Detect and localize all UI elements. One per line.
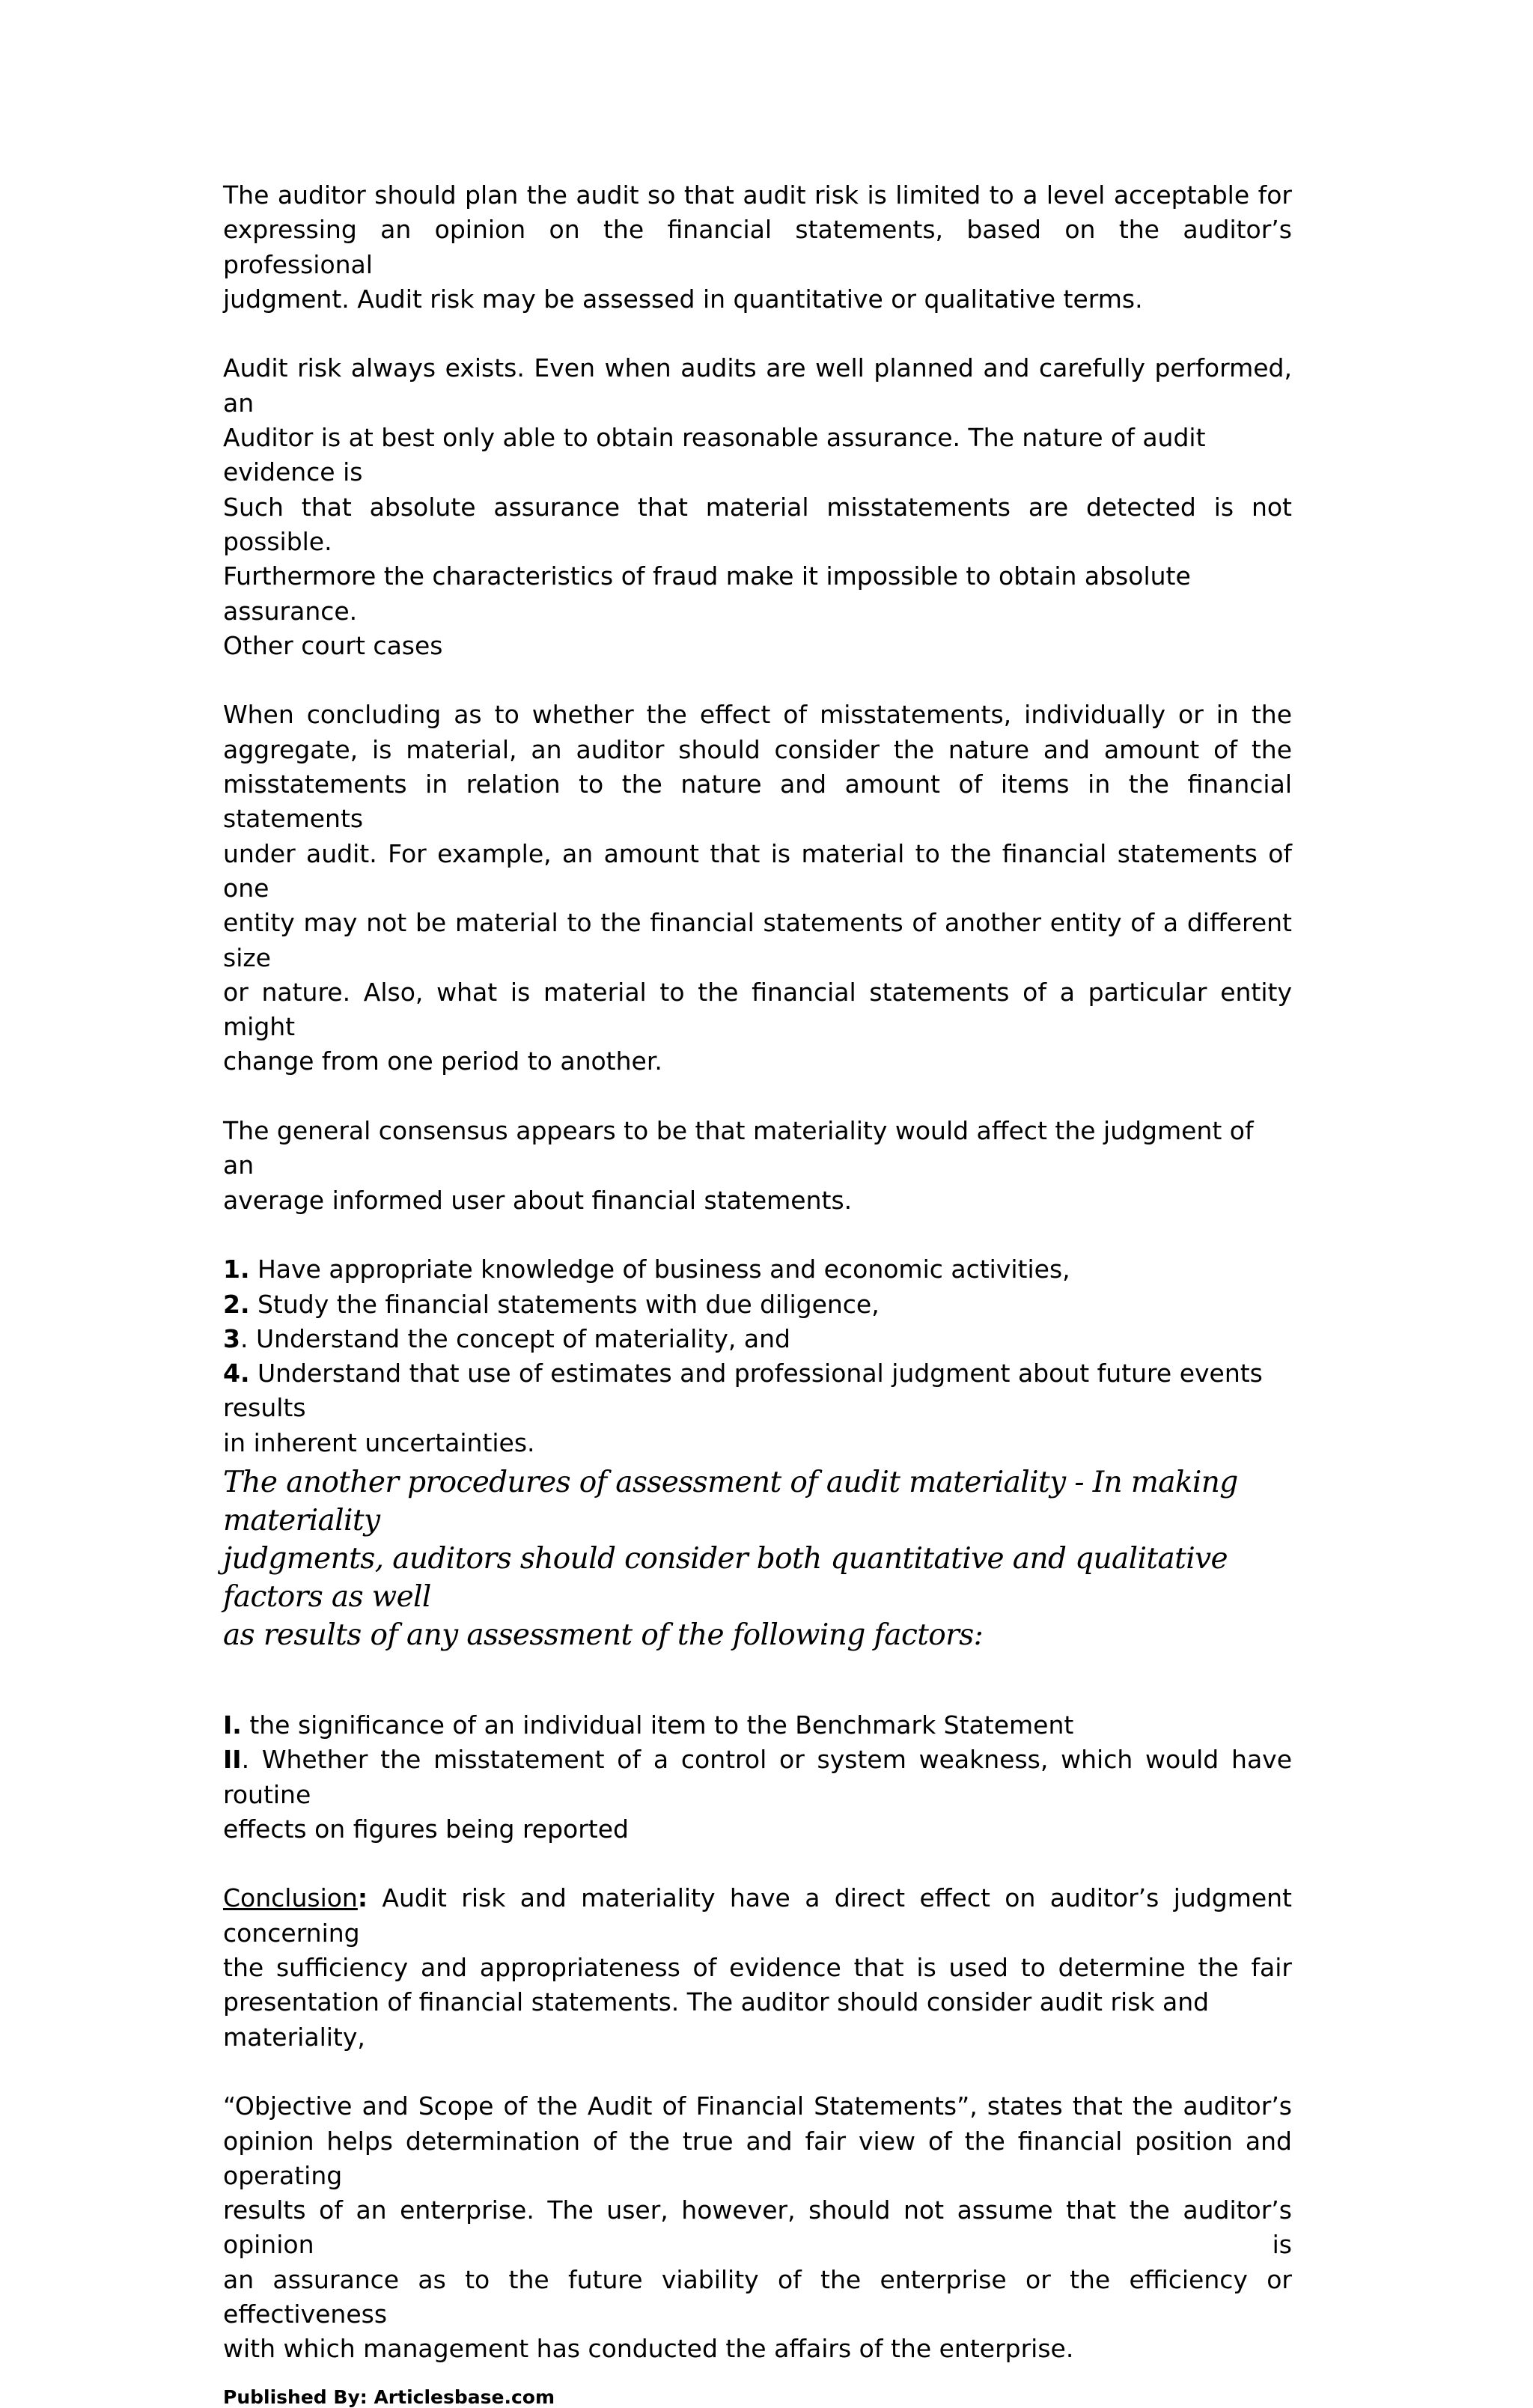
list-item [223, 1287, 1292, 1322]
list-item-continuation: effects on figures being reported [223, 1814, 629, 1844]
paragraph-audit-risk [223, 351, 1292, 663]
text-line: expressing an opinion on the financial statements, based on the auditor’s professional [223, 215, 1292, 279]
italic-line: The another procedures of assessment of audit materiality - In making materiality [223, 1465, 1238, 1537]
text-line: under audit. For example, an amount that is material to the financial statements of one [223, 838, 1292, 903]
list-text: . Understand the concept of materiality, and [240, 1323, 790, 1353]
list-number: II [223, 1745, 242, 1775]
text-line: presentation of financial statements. The auditor should consider audit risk and materiality, [223, 1987, 1210, 2052]
paragraph-materiality [223, 698, 1292, 1079]
text-line: Such that absolute assurance that material misstatements are detected is not possible. [223, 492, 1292, 556]
list-text: the significance of an individual item to the Benchmark Statement [241, 1710, 1074, 1740]
text-line [223, 1881, 1292, 1951]
list-item [223, 1322, 1292, 1356]
list-item [223, 1356, 1292, 1426]
list-number: 2. [223, 1289, 250, 1319]
list-number: I. [223, 1710, 242, 1740]
list-item-continuation: in inherent uncertainties. [223, 1427, 535, 1457]
text-line: When concluding as to whether the effect of misstatements, individually or in the [223, 700, 1292, 730]
list-number: 4. [223, 1359, 250, 1389]
list-text: Understand that use of estimates and professional judgment about future events results [223, 1359, 1263, 1423]
list-number: 3 [223, 1323, 240, 1353]
text-line: misstatements in relation to the nature and amount of items in the financial statements [223, 769, 1292, 834]
list-text: Study the financial statements with due diligence, [249, 1289, 880, 1319]
list-item [223, 1743, 1292, 1812]
text-line: or nature. Also, what is material to the financial statements of a particular entity might [223, 977, 1292, 1042]
italic-line: as results of any assessment of the following factors: [223, 1618, 984, 1652]
roman-list [223, 1708, 1292, 1847]
text-line: entity may not be material to the financial statements of another entity of a different size [223, 908, 1292, 972]
text-line: aggregate, is material, an auditor should consider the nature and amount of the [223, 734, 1292, 764]
italic-line: judgments, auditors should consider both quantitative and qualitative factors as well [223, 1541, 1228, 1614]
conclusion-label: Conclusion [223, 1883, 358, 1913]
paragraph-consensus [223, 1114, 1292, 1218]
numbered-list [223, 1252, 1292, 1460]
text-line: Furthermore the characteristics of fraud make it impossible to obtain absolute assurance. [223, 561, 1191, 626]
document-page [223, 178, 1292, 2408]
text-line: “Objective and Scope of the Audit of Financial Statements”, states that the auditor’s [223, 2091, 1292, 2121]
text-line: Auditor is at best only able to obtain reasonable assurance. The nature of audit evidence is [223, 423, 1206, 487]
text-line: change from one period to another. [223, 1046, 662, 1076]
text-line: the sufficiency and appropriateness of evidence that is used to determine the fair [223, 1953, 1292, 1983]
text-line: Audit risk always exists. Even when audits are well planned and carefully performed, an [223, 353, 1292, 418]
italic-heading-block [223, 1463, 1292, 1654]
text-line: opinion helps determination of the true and fair view of the financial position and operating [223, 2126, 1292, 2190]
published-by-footer: Published By: Articlesbase.com [223, 2386, 555, 2408]
list-text: Have appropriate knowledge of business and economic activities, [249, 1255, 1070, 1284]
conclusion-text: Audit risk and materiality have a direct effect on auditor’s judgment concerning [223, 1883, 1292, 1948]
paragraph-objective-scope [223, 2089, 1292, 2366]
text-line: The auditor should plan the audit so that audit risk is limited to a level acceptable for [223, 180, 1292, 210]
text-line: average informed user about financial statements. [223, 1185, 853, 1215]
list-text: . Whether the misstatement of a control or system weakness, which would have routine [223, 1745, 1292, 1809]
text-line: The general consensus appears to be that materiality would affect the judgment of an [223, 1116, 1254, 1180]
text-line: an assurance as to the future viability of the enterprise or the efficiency or effectiveness [223, 2264, 1292, 2329]
text-line: results of an enterprise. The user, however, should not assume that the auditor’s opinion is [223, 2195, 1292, 2260]
text-line: Other court cases [223, 630, 443, 660]
text-line: with which management has conducted the affairs of the enterprise. [223, 2334, 1074, 2364]
list-item [223, 1708, 1292, 1743]
paragraph-audit-planning [223, 178, 1292, 317]
paragraph-conclusion [223, 1881, 1292, 2054]
conclusion-colon: : [357, 1883, 368, 1913]
list-number: 1. [223, 1255, 250, 1284]
list-item [223, 1252, 1292, 1287]
text-line: judgment. Audit risk may be assessed in quantitative or qualitative terms. [223, 284, 1143, 314]
